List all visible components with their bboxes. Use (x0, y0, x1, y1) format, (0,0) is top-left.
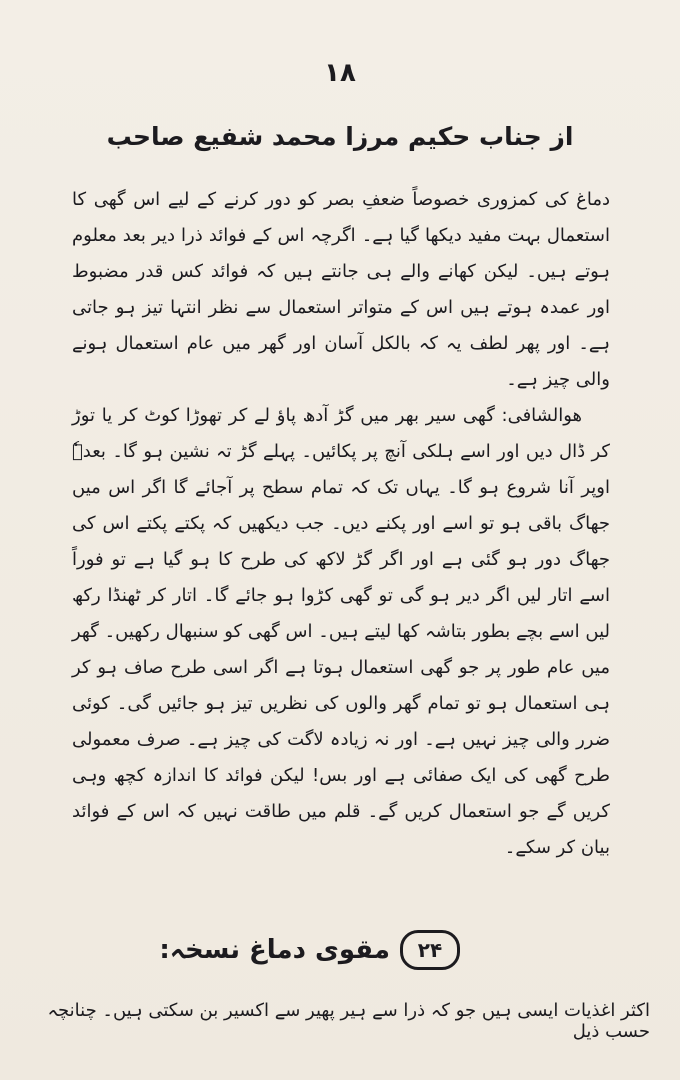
footer-line: اکثر اغذیات ایسی ہیں جو کہ ذرا سے ہیر پھیر سے اکسیر بن سکتی ہیں۔ چنانچہ حسب ذیل (47, 1000, 650, 1042)
page-number: ۱۸ (324, 58, 356, 88)
paragraph-1: دماغ کی کمزوری خصوصاً ضعفِ بصر کو دور کرنے کے لیے اس گھی کا استعمال بہت مفید دیکھا گیا ہے۔ اگرچہ اس کے فوائد ذرا دیر بعد معلوم ہوتے ہیں۔ لیکن کھانے والے ہی جانتے ہیں کہ فوائد کس قدر مضبوط اور عمدہ ہوتے ہیں اس کے متواتر استعمال سے نظر انتہا تیز ہو جاتی ہے۔ اور پھر لطف یہ کہ بالکل آسان اور گھر میں عام استعمال ہونے والی چیز ہے۔ (72, 189, 610, 390)
paragraph-2: ھوالشافی: گھی سیر بھر میں گڑ آدھ پاؤ لے کر تھوڑا کوٹ کر یا توڑ کر ڈال دیں اور اسے ہلکی آنچ پر پکائیں۔ پہلے گڑ تہ نشین ہو گا۔ بعدہٗ اوپر آنا شروع ہو گا۔ یہاں تک کہ تمام سطح پر آجائے گا اگر اس میں جھاگ باقی ہو تو اسے اور پکنے دیں۔ جب دیکھیں کہ پکتے پکتے اس کی جھاگ دور ہو گئی ہے اور اگر گڑ لاکھ کی طرح کا ہو گیا ہے تو فوراً اسے اتار لیں اگر دیر ہو گی تو گھی کڑوا ہو جائے گا۔ اتار کر ٹھنڈا رکھ لیں اسے بچے بطور بتاشہ کھا لیتے ہیں۔ اس گھی کو سنبھال رکھیں۔ گھر میں عام طور پر جو گھی استعمال ہوتا ہے اگر اسی طرح صاف ہو کر ہی استعمال ہو تو تمام گھر والوں کی نظریں تیز ہو جائیں گی۔ کوئی ضرر والی چیز نہیں ہے۔ اور نہ زیادہ لاگت کی چیز ہے۔ صرف معمولی طرح گھی کی ایک صفائی ہے اور بس! لیکن فوائد کا اندازہ کچھ وہی کریں گے جو استعمال کریں گے۔ قلم میں طاقت نہیں کہ اس کے فوائد بیان کر سکے۔ (72, 405, 610, 858)
section-heading (40, 930, 460, 970)
author-heading: از جناب حکیم مرزا محمد شفیع صاحب (106, 122, 574, 151)
section-title: مقوی دماغ نسخہ: (159, 935, 390, 965)
body-text (72, 182, 610, 866)
section-number-badge: ۲۴ (400, 930, 460, 970)
